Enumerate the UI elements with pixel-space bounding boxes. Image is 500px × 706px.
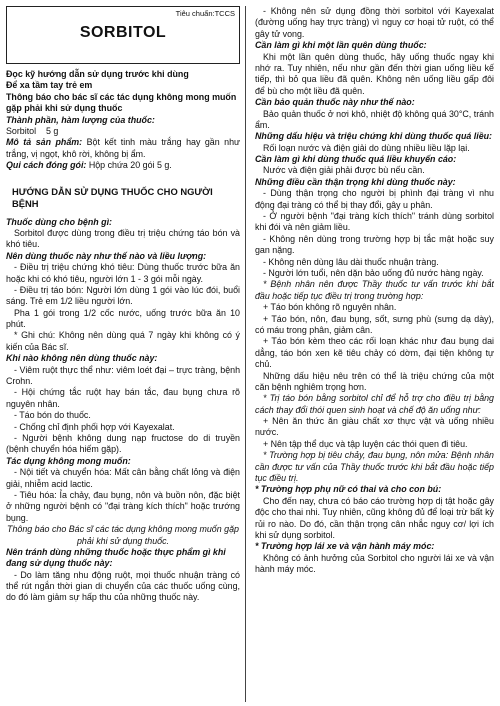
missed-dose-label: Cần làm gì khi một lần quên dùng thuốc: [255,40,427,51]
dosage-note: * Ghi chú: Không nên dùng quá 7 ngày khi không có ý kiến của Bác sĩ. [6,330,240,352]
precaution-item: * Bệnh nhân nên được Thầy thuốc tư vấn trước khi bắt đầu hoặc tiếp tục điều trị trong trường hợp: [255,279,494,301]
dosage-item: - Điều trị táo bón: Người lớn dùng 1 gói vào lúc đói, buổi sáng. Trẻ em 1/2 liều người lớn. [6,284,240,307]
title-box [6,6,240,64]
contraindication-item: - Chống chỉ định phối hợp với Kayexalat. [14,421,175,432]
dosage-label: Nên dùng thuốc này như thế nào và liều lượng: [6,250,207,261]
precaution-item: + Táo bón, nôn, đau bụng, sốt, sưng phù (sưng dạ dày), có máu trong phân, giảm cân. [255,313,494,335]
storage-label: Cần bảo quản thuốc này như thế nào: [255,97,415,108]
side-effects-note: Thông báo cho Bác sĩ các tác dụng không mong muốn gặp phải khi sử dụng thuốc. [7,524,239,546]
precaution-item: Những dấu hiệu nêu trên có thể là triệu chứng của một căn bệnh nghiêm trọng hơn. [255,370,494,392]
guide-heading: HƯỚNG DẪN SỬ DỤNG THUỐC CHO NGƯỜI BỆNH [12,185,213,209]
product-title: SORBITOL [79,24,167,41]
left-column [6,6,246,702]
right-column [252,6,494,702]
side-effects-label: Tác dụng không mong muốn: [6,455,131,466]
avoid-label: Nên tránh dùng những thuốc hoặc thực phẩm gì khi đang sử dụng thuốc này: [6,546,226,569]
indication-label: Thuốc dùng cho bệnh gì: [6,216,112,227]
precaution-item: + Nên ăn thức ăn giàu chất xơ thực vật và uống nhiều nước. [255,416,494,438]
precautions-label: Những điều cần thận trọng khi dùng thuốc này: [255,176,456,187]
overdose-signs-text: Rối loạn nước và điện giải do dùng nhiều liều lặp lại. [263,142,470,153]
composition-row [6,126,240,137]
ingredient-amount: 5 g [46,125,59,136]
description: Mô tả sản phẩm: Bột kết tinh màu trắng hay gần như trắng, vị ngọt, khô rời, không bị ẩm. [6,137,240,159]
precaution-item: - Không nên dùng lâu dài thuốc nhuận tràng. [263,256,439,267]
precaution-item: * Trường hợp bị tiêu chảy, đau bụng, nôn mửa: Bệnh nhân cần được tư vấn của Thầy thuốc trước khi bắt đầu hoặc tiếp tục điều trị. [255,450,494,484]
warning-read: Đọc kỹ hướng dẫn sử dụng trước khi dùng [6,69,189,79]
warning-report: Thông báo cho bác sĩ các tác dụng không mong muốn gặp phải khi sử dụng thuốc [6,91,237,114]
storage-text: Bảo quản thuốc ở nơi khô, nhiệt độ không quá 30°C, tránh ẩm. [255,108,494,130]
precaution-item: - Ở người bệnh "đại tràng kích thích" tránh dùng sorbitol khi đói và nên giảm liều. [255,211,494,233]
precaution-item: + Táo bón không rõ nguyên nhân. [263,302,397,313]
dosage-item: Pha 1 gói trong 1/2 cốc nước, uống trước bữa ăn 10 phút. [6,307,240,330]
contraindication-item: - Viêm ruột thực thể như: viêm loét đại – trực tràng, bệnh Crohn. [6,364,240,387]
precaution-item: - Dùng thận trọng cho người bị phình đại tràng vì nhu động đại tràng có thể bị thay đổi, gây u phân. [255,188,494,210]
overdose-action-text: Nước và điện giải phải được bù nếu cần. [263,165,425,176]
precaution-item: + Táo bón kèm theo các rối loạn khác như đau bụng dai dẳng, táo bón xen kẽ tiêu chảy có dờm, đại tiện không tự chủ. [255,336,494,370]
overdose-action-label: Cần làm gì khi dùng thuốc quá liều khuyến cáo: [255,154,457,165]
packaging: Qui cách đóng gói: Hộp chứa 20 gói 5 g. [6,160,172,171]
contraindication-item: - Người bệnh không dung nạp fructose do di truyền (bệnh chuyển hóa hiếm gặp). [6,433,240,455]
indication-text: Sorbitol được dùng trong điều trị triệu chứng táo bón và khó tiêu. [6,227,240,250]
avoid-item: - Không nên sử dụng đồng thời sorbitol với Kayexalat (đường uống hay trực tràng) vì nguy cơ hoại tử ruột, có thể gây tử vong. [255,6,494,39]
precaution-item: + Nên tập thể dục và tập luyện các thói quen đi tiêu. [263,438,468,449]
dosage-item: - Điều trị triệu chứng khó tiêu: Dùng thuốc trước bữa ăn hoặc khi có khó tiêu, người lớn 1 - 3 gói mỗi ngày. [6,262,240,284]
contraindication-label: Khi nào không nên dùng thuốc này: [6,353,158,364]
avoid-item: - Do làm tăng nhu động ruột, mọi thuốc nhuận tràng có thể rút ngắn thời gian di chuyển của các thuốc uống cùng, do đó làm giảm sự hấp thu của những thuốc này. [6,569,240,603]
driving-label: * Trường hợp lái xe và vận hành máy móc: [255,541,435,552]
driving-text: Không có ảnh hưởng của Sorbitol cho người lái xe và vận hành máy móc. [255,552,494,575]
warning-children: Để xa tầm tay trẻ em [6,80,93,91]
precaution-item: - Người lớn tuổi, nên dặn bảo uống đủ nước hàng ngày. [263,267,484,278]
pregnancy-text: Cho đến nay, chưa có báo cáo trường hợp dị tật hoặc gây độc cho thai nhi. Tuy nhiên, cũng không đủ để loại trừ bất kỳ rủi ro nào. Do đó, cần thận trọng cân nhắc nguy cơ/ lợi ích khi sử dụng sorbitol. [255,495,494,540]
overdose-signs-label: Những dấu hiệu và triệu chứng khi dùng thuốc quá liều: [255,131,493,142]
composition-label: Thành phần, hàm lượng của thuốc: [6,114,155,125]
standard-label: Tiêu chuẩn:TCCS [175,9,235,18]
precaution-item: * Trị táo bón bằng sorbitol chỉ để hỗ trợ cho điều trị bằng cách thay đổi thói quen sinh hoạt và chế độ ăn uống như: [255,393,494,415]
pregnancy-label: * Trường hợp phụ nữ có thai và cho con bú: [255,484,442,495]
side-effect-item: - Nội tiết và chuyển hóa: Mất cân bằng chất lỏng và điện giải, nhiễm acid lactic. [6,467,240,489]
ingredient-name: Sorbitol [6,125,37,136]
contraindication-item: - Táo bón do thuốc. [14,410,91,421]
missed-dose-text: Khi một lần quên dùng thuốc, hãy uống thuốc ngay khi nhớ ra. Tuy nhiên, nếu như gần đến thời gian uống liều kế tiếp, thì bỏ qua liều đã quên. Không nên uống liều gấp đôi để bù cho một liều đã quên. [255,51,494,96]
precaution-item: - Không nên dùng trong trường hợp bị tắc mật hoặc suy gan nặng. [255,233,494,256]
contraindication-item: - Hội chứng tắc ruột hay bán tắc, đau bụng chưa rõ nguyên nhân. [6,387,240,409]
side-effect-item: - Tiêu hóa: Ỉa chảy, đau bụng, nôn và buồn nôn, đặc biệt ở những người bệnh có "đại tràng kích thích" hoặc trướng bụng. [6,489,240,523]
